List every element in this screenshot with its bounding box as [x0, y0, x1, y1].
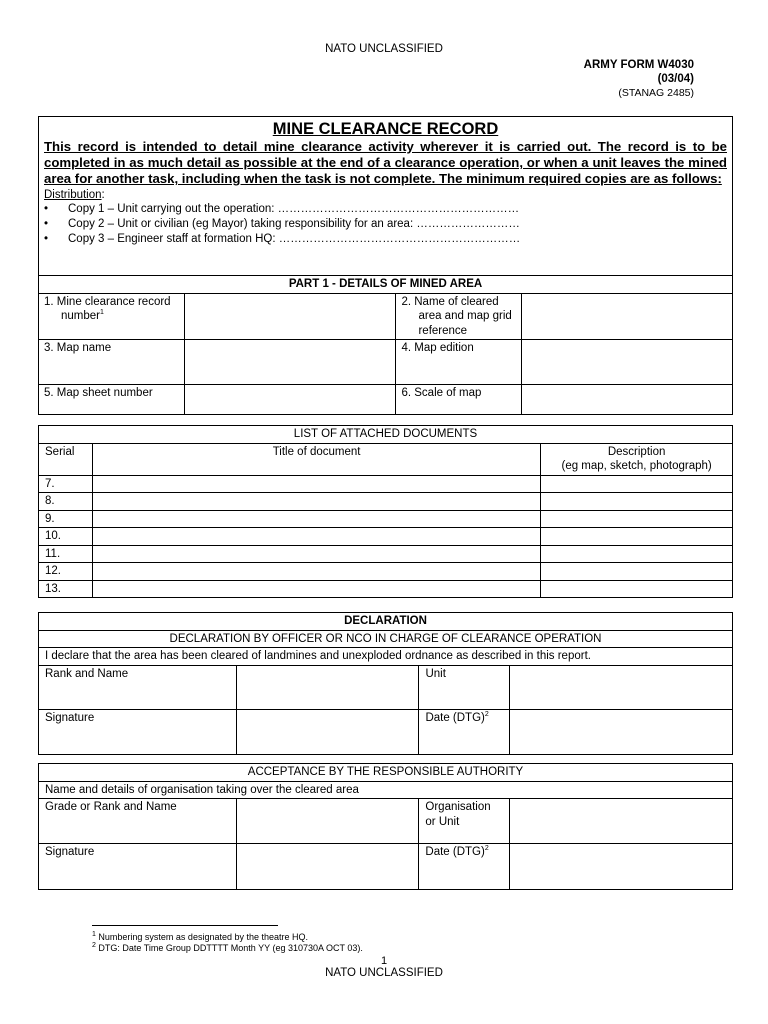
title-input[interactable]	[92, 580, 540, 598]
title-input[interactable]	[92, 528, 540, 546]
footnote-mark: 2	[484, 710, 489, 718]
field-label-map-sheet: 5. Map sheet number	[39, 385, 185, 415]
date-label	[419, 844, 510, 890]
footnote-divider	[92, 925, 278, 926]
table-row	[39, 475, 733, 493]
rank-name-label: Rank and Name	[39, 665, 237, 709]
form-number: ARMY FORM W4030	[583, 59, 694, 71]
table-row	[39, 545, 733, 563]
footnote-1	[92, 932, 308, 943]
title-input[interactable]	[92, 475, 540, 493]
table-row	[39, 493, 733, 511]
unit-label: Unit	[419, 665, 510, 709]
declaration-heading: DECLARATION	[39, 613, 733, 631]
footnote-text: Numbering system as designated by the theatre HQ.	[95, 932, 309, 942]
copy-item: • Copy 3 – Engineer staff at formation HQ: ………………………………………………………	[44, 232, 732, 247]
description-input[interactable]	[541, 528, 733, 546]
footnote-2	[92, 943, 363, 954]
serial-cell: 12.	[39, 563, 93, 581]
footnote-mark: 2	[92, 942, 96, 949]
declaration-table	[38, 612, 733, 755]
record-intro: This record is intended to detail mine clearance activity wherever it is carried out. The record is to be completed in as much detail as possible at the end of a clearance operation, or when a unit leaves the mined area for another task, including when the task is not complete. The minimum required copies are as follows:	[44, 139, 727, 186]
map-name-input[interactable]	[184, 340, 396, 385]
footnote-mark: 2	[484, 845, 489, 853]
record-box	[38, 116, 733, 415]
serial-cell: 13.	[39, 580, 93, 598]
footnote-text: DTG: Date Time Group DDTTTT Month YY (eg 310730A OCT 03).	[95, 943, 363, 953]
description-input[interactable]	[541, 580, 733, 598]
title-input[interactable]	[92, 545, 540, 563]
record-number-input[interactable]	[184, 293, 396, 340]
copy-list	[39, 202, 732, 247]
field-label-map-edition: 4. Map edition	[396, 340, 522, 385]
record-number-label: 1. Mine clearance record number	[44, 295, 171, 322]
distribution-label	[44, 188, 727, 202]
acceptance-table	[38, 763, 733, 890]
description-input[interactable]	[541, 563, 733, 581]
serial-cell: 11.	[39, 545, 93, 563]
title-header: Title of document	[92, 443, 540, 475]
acceptance-heading: ACCEPTANCE BY THE RESPONSIBLE AUTHORITY	[39, 764, 733, 782]
serial-cell: 7.	[39, 475, 93, 493]
signature-label: Signature	[39, 709, 237, 754]
description-header-sub: (eg map, sketch, photograph)	[561, 460, 712, 472]
map-edition-input[interactable]	[522, 340, 733, 385]
organisation-label: Organisation or Unit	[419, 799, 510, 844]
date-input[interactable]	[510, 844, 733, 890]
title-input[interactable]	[92, 493, 540, 511]
footnote-mark: 1	[100, 309, 104, 317]
form-date: (03/04)	[657, 73, 694, 85]
table-row	[39, 510, 733, 528]
part1-heading: PART 1 - DETAILS OF MINED AREA	[39, 276, 733, 294]
field-label-record-number	[39, 293, 185, 340]
bottom-classification: NATO UNCLASSIFIED	[325, 967, 443, 979]
table-row	[39, 528, 733, 546]
mined-area-table	[38, 275, 733, 415]
page-number: 1	[380, 955, 388, 967]
date-input[interactable]	[510, 709, 733, 754]
copy-item: • Copy 1 – Unit carrying out the operation: ………………………………………………………	[44, 202, 732, 217]
declaration-subheading: DECLARATION BY OFFICER OR NCO IN CHARGE OF CLEARANCE OPERATION	[39, 630, 733, 648]
footnote-mark: 1	[92, 931, 96, 938]
documents-heading: LIST OF ATTACHED DOCUMENTS	[39, 426, 733, 444]
distribution-text: Distribution	[44, 189, 102, 201]
title-input[interactable]	[92, 563, 540, 581]
map-scale-input[interactable]	[522, 385, 733, 415]
map-sheet-input[interactable]	[184, 385, 396, 415]
signature-input[interactable]	[236, 709, 419, 754]
description-input[interactable]	[541, 493, 733, 511]
serial-header: Serial	[39, 443, 93, 475]
field-label-map-scale: 6. Scale of map	[396, 385, 522, 415]
title-input[interactable]	[92, 510, 540, 528]
date-label-text: Date (DTG)	[425, 711, 485, 724]
description-header	[541, 443, 733, 475]
top-classification: NATO UNCLASSIFIED	[325, 43, 443, 55]
signature-input[interactable]	[236, 844, 419, 890]
copy-item: • Copy 2 – Unit or civilian (eg Mayor) taking responsibility for an area: ………………………	[44, 217, 732, 232]
grade-rank-name-input[interactable]	[236, 799, 419, 844]
serial-cell: 8.	[39, 493, 93, 511]
field-label-map-name: 3. Map name	[39, 340, 185, 385]
record-title: MINE CLEARANCE RECORD	[272, 120, 499, 138]
signature-label: Signature	[39, 844, 237, 890]
form-number-block	[584, 58, 694, 86]
stanag-reference: (STANAG 2485)	[618, 87, 694, 99]
declaration-statement: I declare that the area has been cleared of landmines and unexploded ordnance as described in this report.	[39, 648, 733, 666]
area-name-input[interactable]	[522, 293, 733, 340]
attached-documents-table	[38, 425, 733, 598]
acceptance-statement: Name and details of organisation taking over the cleared area	[39, 781, 733, 799]
rank-name-input[interactable]	[236, 665, 419, 709]
organisation-input[interactable]	[510, 799, 733, 844]
table-row	[39, 580, 733, 598]
grade-rank-name-label: Grade or Rank and Name	[39, 799, 237, 844]
unit-input[interactable]	[510, 665, 733, 709]
description-input[interactable]	[541, 475, 733, 493]
description-header-text: Description	[607, 445, 666, 458]
date-label	[419, 709, 510, 754]
description-input[interactable]	[541, 510, 733, 528]
serial-cell: 9.	[39, 510, 93, 528]
serial-cell: 10.	[39, 528, 93, 546]
date-label-text: Date (DTG)	[425, 846, 485, 858]
description-input[interactable]	[541, 545, 733, 563]
table-row	[39, 563, 733, 581]
distribution-colon: :	[101, 189, 105, 201]
field-label-area-name: 2. Name of cleared area and map grid reference	[396, 293, 522, 340]
